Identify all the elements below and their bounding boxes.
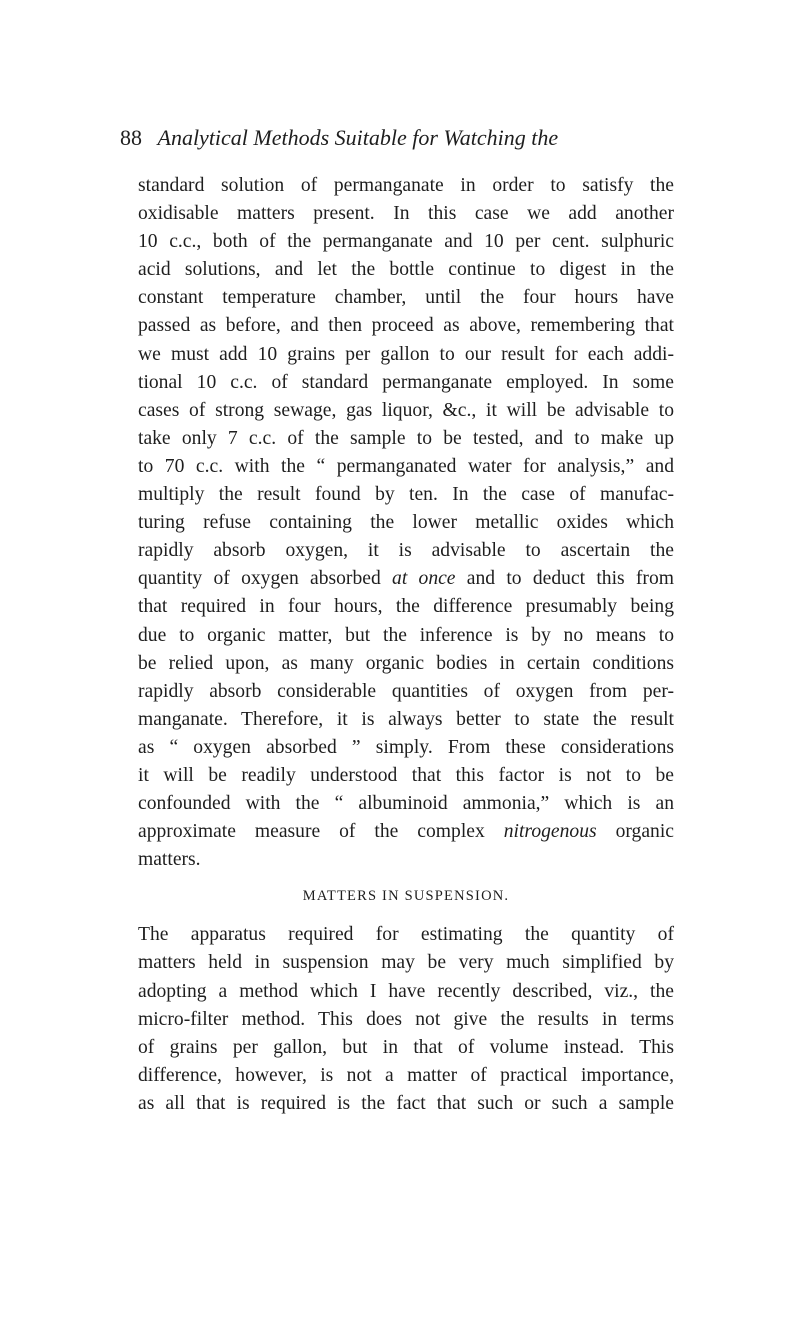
text-line: constant temperature chamber, until the four hours have (138, 287, 674, 309)
text-line: to 70 c.c. with the “ permanganated water for analysis,” and (138, 455, 674, 477)
body-text (138, 172, 674, 1118)
text-line: multiply the result found by ten. In the case of manufac- (138, 484, 674, 506)
text-line: confounded with the “ albuminoid ammonia,” which is an (138, 793, 674, 815)
text-line: The apparatus required for estimating the quantity of (138, 924, 674, 946)
text-line (138, 818, 674, 846)
text-line: rapidly absorb considerable quantities of oxygen from per- (138, 680, 674, 702)
section-heading: MATTERS IN SUSPENSION. (302, 888, 510, 905)
text-line: micro-filter method. This does not give the results in terms (138, 1008, 674, 1030)
text-line: due to organic matter, but the inference is by no means to (138, 624, 674, 646)
text-segment: and to deduct this from (455, 568, 674, 590)
paragraph-matters-in-suspension (138, 921, 674, 1118)
italic-phrase: at once (392, 568, 456, 590)
text-line: standard solution of permanganate in order to satisfy the (138, 175, 674, 196)
text-line: rapidly absorb oxygen, it is advisable to ascertain the (138, 540, 674, 562)
text-line: cases of strong sewage, gas liquor, &c., it will be advisable to (138, 399, 674, 421)
text-line (138, 565, 674, 593)
text-line: manganate. Therefore, it is always better to state the result (138, 708, 674, 730)
text-segment: organic (596, 821, 674, 843)
text-line: tional 10 c.c. of standard permanganate employed. In some (138, 371, 674, 393)
text-line: take only 7 c.c. of the sample to be tested, and to make up (138, 427, 674, 449)
text-line: acid solutions, and let the bottle continue to digest in the (138, 259, 674, 281)
text-line: 10 c.c., both of the permanganate and 10 per cent. sulphuric (138, 231, 674, 253)
text-line: difference, however, is not a matter of practical importance, (138, 1064, 674, 1086)
text-line: it will be readily understood that this factor is not to be (138, 764, 674, 786)
text-line: turing refuse containing the lower metallic oxides which (138, 512, 674, 534)
text-segment: quantity of oxygen absorbed (138, 568, 393, 590)
text-line: as “ oxygen absorbed ” simply. From these considerations (138, 736, 674, 758)
page-number: 88 (120, 125, 142, 150)
text-line: oxidisable matters present. In this case we add another (138, 203, 674, 225)
running-title: Analytical Methods Suitable for Watching the (157, 125, 559, 150)
text-line: of grains per gallon, but in that of volume instead. This (138, 1036, 674, 1058)
text-line: we must add 10 grains per gallon to our result for each addi- (138, 343, 674, 365)
paragraph-oxygen-absorbed (138, 172, 674, 874)
text-line: adopting a method which I have recently described, viz., the (138, 980, 674, 1002)
running-head (120, 124, 700, 152)
text-segment: approximate measure of the complex (138, 821, 504, 843)
text-line: that required in four hours, the difference presumably being (138, 596, 674, 618)
text-line: passed as before, and then proceed as above, remembering that (138, 315, 674, 337)
italic-phrase: nitrogenous (503, 821, 597, 843)
text-line: be relied upon, as many organic bodies in certain conditions (138, 652, 674, 674)
text-line: matters. (138, 849, 201, 871)
text-line: as all that is required is the fact that such or such a sample (138, 1092, 674, 1114)
text-line: matters held in suspension may be very much simplified by (138, 952, 674, 974)
